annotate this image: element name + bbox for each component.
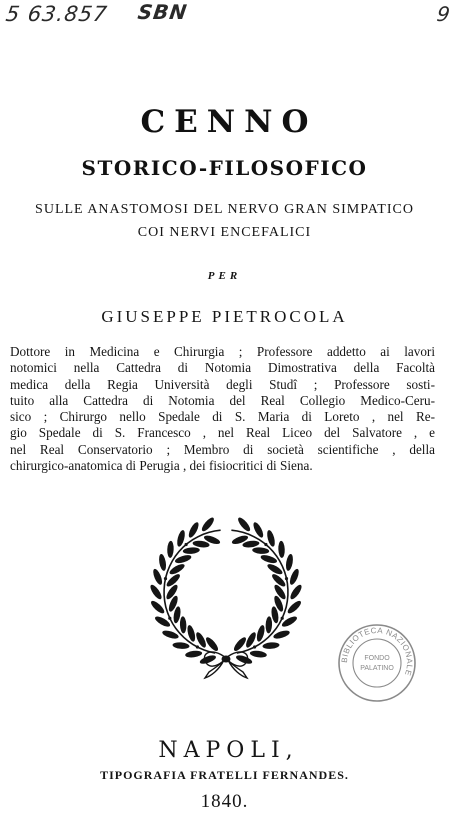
wreath-leaf — [289, 583, 304, 601]
credentials-line: gio Spedale di S. Francesco , nel Real Liceo del Salvatore , e — [10, 425, 435, 441]
wreath-leaf — [200, 516, 216, 533]
wreath-leaf — [262, 642, 279, 650]
wreath-leaf — [288, 568, 300, 586]
wreath-berry — [264, 543, 267, 546]
credentials-line: Dottore in Medicina e Chirurgia ; Professore addetto ai lavori — [10, 344, 435, 359]
credentials-line: nel Real Conservatorio ; Membro di società scientifiche , della — [10, 441, 435, 457]
wreath-leaf — [149, 583, 164, 601]
wreath-leaf — [265, 616, 272, 633]
wreath-leaf — [286, 599, 303, 615]
wreath-leaf — [285, 553, 294, 571]
wreath-berry — [281, 617, 284, 620]
page-subtitle: STORICO-FILOSOFICO — [81, 156, 368, 180]
page-title: CENNO — [140, 104, 318, 140]
handwritten-shelfmark: 5 63.857 — [4, 2, 110, 26]
wreath-leaf — [192, 540, 210, 549]
wreath-leaf — [252, 547, 269, 555]
wreath-berry — [196, 645, 199, 648]
laurel-wreath-icon — [131, 512, 321, 682]
wreath-berry — [285, 577, 288, 580]
wreath-leaf — [236, 516, 252, 533]
wreath-leaf — [183, 547, 200, 555]
wreath-leaf — [242, 540, 260, 549]
credentials-line: notomici nella Cattedra di Notomia Dimostrativa della Facoltà — [10, 360, 435, 376]
by-label: PER — [207, 270, 242, 282]
wreath-berry — [168, 617, 171, 620]
wreath-leaf — [158, 553, 167, 571]
wreath-leaf — [185, 650, 203, 659]
wreath-leaf — [235, 654, 253, 666]
wreath-leaf — [278, 541, 285, 558]
imprint-year: 1840. — [200, 791, 249, 812]
wreath-berry — [164, 577, 167, 580]
wreath-leaf — [199, 654, 217, 666]
credentials-line: sico ; Chirurgo nello Spedale di S. Maria di Loreto , nel Re- — [10, 409, 435, 425]
subject-line-2: COI NERVI ENCEFALICI — [137, 225, 312, 240]
wreath-leaf — [151, 568, 163, 586]
author-name: GIUSEPPE PIETROCOLA — [101, 307, 348, 326]
handwritten-sbn-mark: SBN — [136, 0, 190, 24]
wreath-leaf — [249, 650, 267, 659]
imprint-place: NAPOLI, — [158, 738, 299, 763]
wreath-leaf — [167, 541, 174, 558]
stamp-ring-text: BIBLIOTECA NAZIONALE — [339, 625, 415, 678]
handwritten-page-mark: 9 — [435, 2, 452, 26]
imprint-printer: TIPOGRAFIA FRATELLI FERNANDES. — [100, 768, 349, 782]
wreath-berry — [185, 543, 188, 546]
credentials-line: medica della Regia Università degli Studî ; Professore sosti- — [10, 376, 435, 392]
author-credentials — [10, 344, 435, 474]
subject-line-1: SULLE ANASTOMOSI DEL NERVO GRAN SIMPATICO — [35, 202, 414, 217]
wreath-leaf — [180, 616, 187, 633]
wreath-berry — [253, 645, 256, 648]
credentials-line: chirurgico-anatomica di Perugia , dei fisiocritici di Siena. — [10, 458, 313, 474]
stamp-center-line-2: PALATINO — [360, 665, 394, 672]
wreath-leaf — [149, 599, 166, 615]
stamp-center-line-1: FONDO — [364, 655, 390, 662]
library-stamp-icon — [336, 622, 418, 704]
wreath-leaf — [172, 642, 189, 650]
credentials-line: tuito alla Cattedra di Notomia del Real Collegio Medico-Ceru- — [10, 392, 435, 408]
